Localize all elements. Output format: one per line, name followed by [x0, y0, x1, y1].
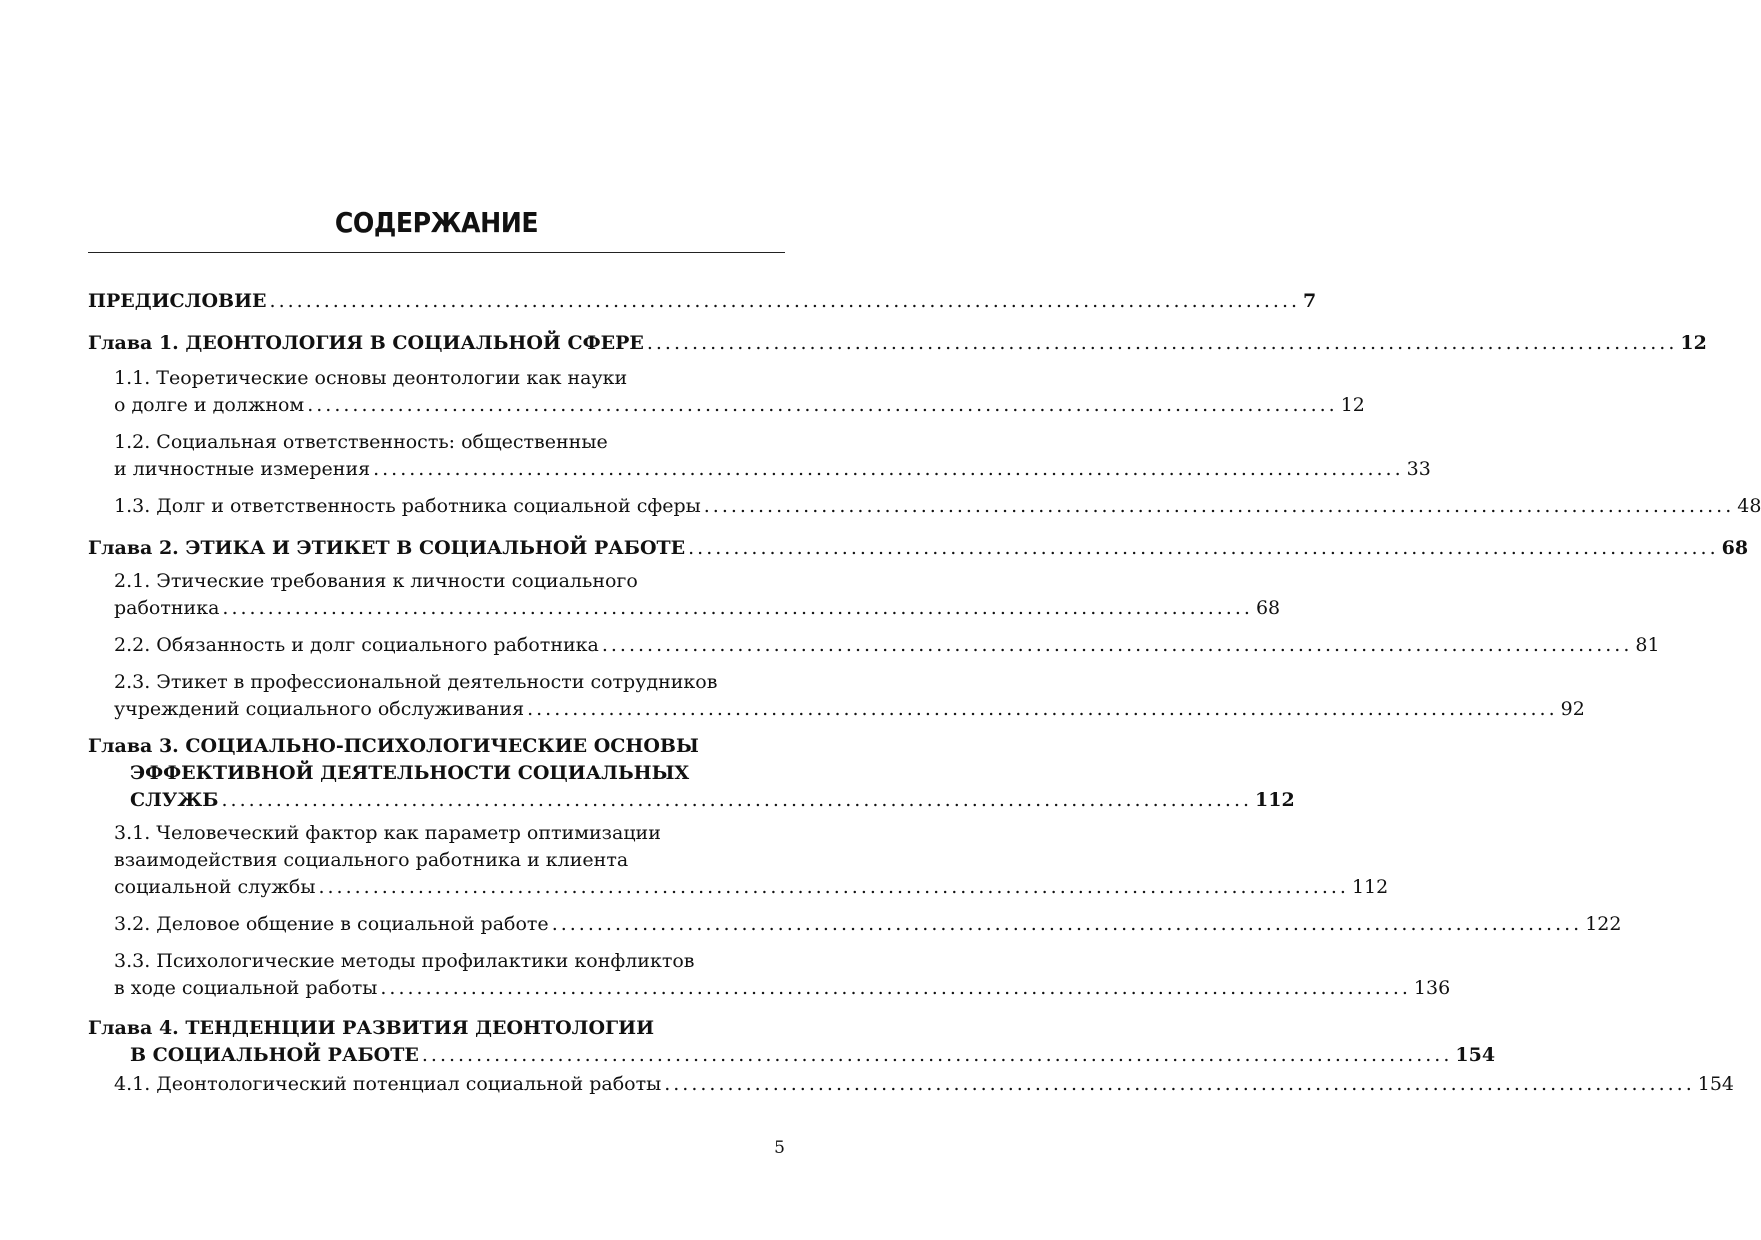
- toc-entry-line: 3.3. Психологические методы профилактики конфликтов: [114, 950, 695, 972]
- page-title: СОДЕРЖАНИЕ: [334, 206, 539, 239]
- title-rule: [88, 252, 785, 253]
- toc-entry-chapter-1[interactable]: [88, 330, 1707, 357]
- toc-entry-line: 1.2. Социальная ответственность: общественные: [114, 431, 608, 453]
- page-number: 81: [1635, 634, 1660, 656]
- page-number: 68: [1721, 537, 1749, 559]
- leader-dots: ..................................................................................................................: [703, 495, 1735, 517]
- leader-dots: ..................................................................................................................: [318, 876, 1349, 898]
- toc-entry-section-1-2[interactable]: [88, 429, 1431, 483]
- page-number: 33: [1406, 458, 1431, 480]
- toc-entry-label: в ходе социальной работы: [114, 977, 378, 999]
- page-number: 122: [1585, 913, 1622, 935]
- page-number: 12: [1340, 394, 1365, 416]
- toc-entry-line: ЭФФЕКТИВНОЙ ДЕЯТЕЛЬНОСТИ СОЦИАЛЬНЫХ: [130, 762, 690, 784]
- page-number: 154: [1455, 1044, 1496, 1066]
- page-number: 136: [1413, 977, 1451, 999]
- toc-entry-label: и личностные измерения: [114, 458, 371, 480]
- toc-entry-section-2-2[interactable]: [88, 632, 1660, 659]
- page-number: 48: [1737, 495, 1761, 517]
- table-of-contents: [88, 288, 1761, 1098]
- toc-entry-preface[interactable]: [88, 288, 1317, 315]
- leader-dots: ..................................................................................................................: [221, 789, 1253, 811]
- toc-entry-chapter-4[interactable]: [88, 1015, 1496, 1069]
- toc-entry-line: 2.3. Этикет в профессиональной деятельности сотрудников: [114, 671, 718, 693]
- toc-entry-label: 3.2. Деловое общение в социальной работе: [114, 913, 549, 935]
- toc-entry-label: социальной службы: [114, 876, 316, 898]
- toc-entry-section-4-1[interactable]: [88, 1071, 1734, 1098]
- leader-dots: ..................................................................................................................: [664, 1073, 1695, 1095]
- toc-entry-line: взаимодействия социального работника и клиента: [114, 849, 629, 871]
- toc-entry-label: 4.1. Деонтологический потенциал социальной работы: [114, 1073, 662, 1095]
- toc-entry-section-1-1[interactable]: [88, 365, 1365, 419]
- toc-entry-label: СЛУЖБ: [130, 789, 219, 811]
- toc-entry-section-1-3[interactable]: [88, 493, 1761, 520]
- toc-entry-line: Глава 4. ТЕНДЕНЦИИ РАЗВИТИЯ ДЕОНТОЛОГИИ: [88, 1017, 655, 1039]
- toc-entry-line: 1.1. Теоретические основы деонтологии как науки: [114, 367, 628, 389]
- toc-entry-label: Глава 2. ЭТИКА И ЭТИКЕТ В СОЦИАЛЬНОЙ РАБОТЕ: [88, 537, 686, 559]
- leader-dots: ..................................................................................................................: [527, 698, 1558, 720]
- toc-entry-section-3-1[interactable]: [88, 820, 1389, 901]
- toc-entry-label: учреждений социального обслуживания: [114, 698, 525, 720]
- page-number: 7: [1303, 290, 1317, 312]
- leader-dots: ..................................................................................................................: [373, 458, 1404, 480]
- toc-entry-label: Глава 1. ДЕОНТОЛОГИЯ В СОЦИАЛЬНОЙ СФЕРЕ: [88, 332, 644, 354]
- toc-entry-chapter-2[interactable]: [88, 535, 1749, 562]
- toc-entry-label: работника: [114, 597, 220, 619]
- toc-entry-section-3-2[interactable]: [88, 911, 1622, 938]
- page-number: 112: [1255, 789, 1295, 811]
- page-number: 12: [1680, 332, 1707, 354]
- toc-entry-label: 2.2. Обязанность и долг социального работника: [114, 634, 599, 656]
- toc-entry-chapter-3[interactable]: [88, 733, 1295, 814]
- leader-dots: ..................................................................................................................: [601, 634, 1633, 656]
- leader-dots: ..................................................................................................................: [421, 1044, 1453, 1066]
- toc-entry-label: о долге и должном: [114, 394, 305, 416]
- toc-entry-section-2-3[interactable]: [88, 669, 1585, 723]
- page-number: 92: [1560, 698, 1585, 720]
- toc-entry-line: 3.1. Человеческий фактор как параметр оптимизации: [114, 822, 661, 844]
- leader-dots: ..................................................................................................................: [380, 977, 1411, 999]
- leader-dots: ..................................................................................................................: [688, 537, 1719, 559]
- page-number: 112: [1351, 876, 1389, 898]
- page-number: 68: [1255, 597, 1281, 619]
- toc-entry-line: 2.1. Этические требования к личности социального: [114, 570, 638, 592]
- toc-entry-label: ПРЕДИСЛОВИЕ: [88, 290, 267, 312]
- leader-dots: ..................................................................................................................: [551, 913, 1583, 935]
- toc-entry-line: Глава 3. СОЦИАЛЬНО-ПСИХОЛОГИЧЕСКИЕ ОСНОВЫ: [88, 735, 699, 757]
- toc-entry-label: 1.3. Долг и ответственность работника социальной сферы: [114, 495, 701, 517]
- toc-entry-section-2-1[interactable]: [88, 568, 1281, 622]
- leader-dots: ..................................................................................................................: [269, 290, 1301, 312]
- page-number: 154: [1697, 1073, 1734, 1095]
- page-folio: 5: [774, 1138, 785, 1158]
- leader-dots: ..................................................................................................................: [307, 394, 1338, 416]
- toc-entry-label: В СОЦИАЛЬНОЙ РАБОТЕ: [130, 1044, 419, 1066]
- leader-dots: ..................................................................................................................: [646, 332, 1678, 354]
- leader-dots: ..................................................................................................................: [222, 597, 1253, 619]
- toc-entry-section-3-3[interactable]: [88, 948, 1451, 1002]
